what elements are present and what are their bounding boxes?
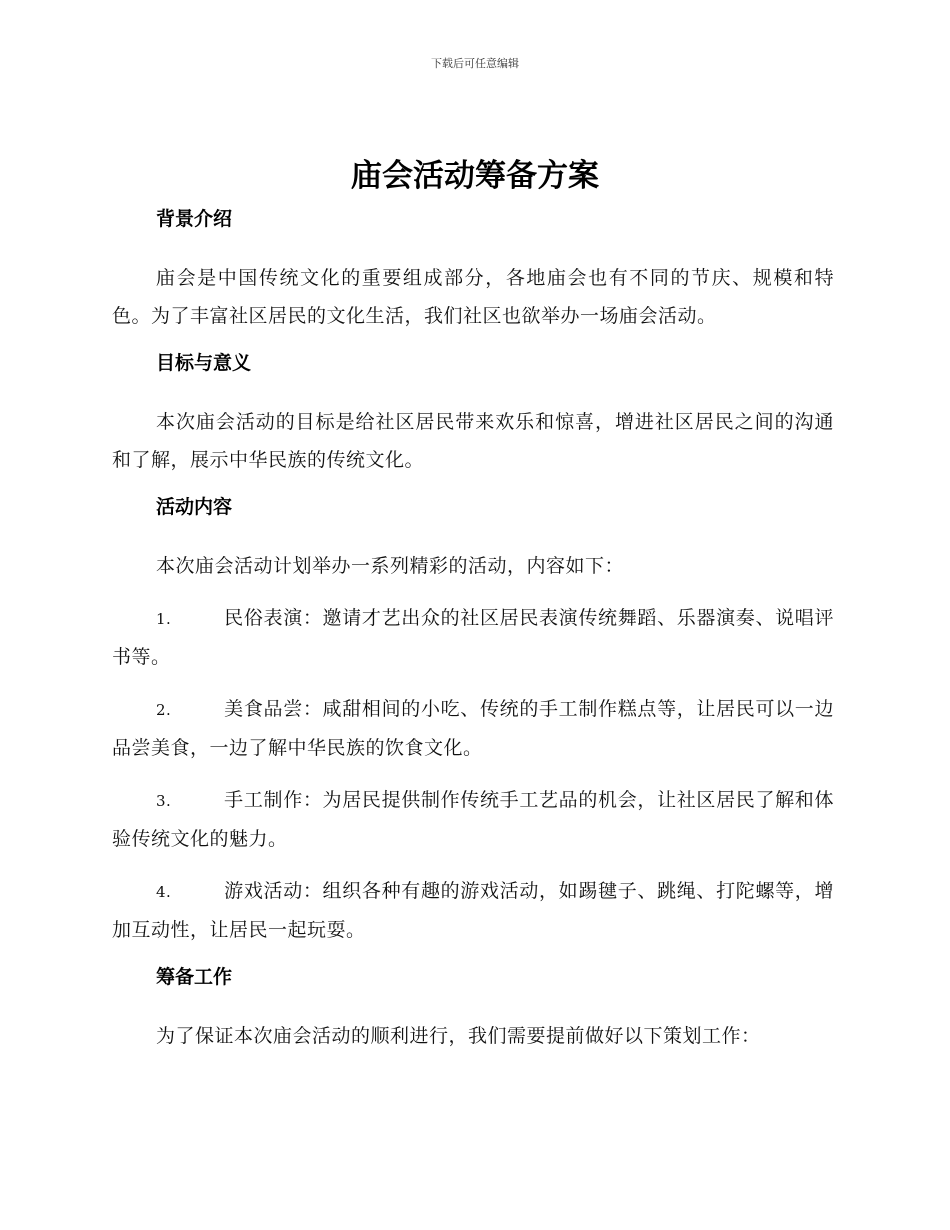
section-heading-preparation: 筹备工作 bbox=[156, 966, 233, 988]
section-heading-activities: 活动内容 bbox=[156, 496, 233, 518]
list-item-number: 4. bbox=[156, 883, 172, 901]
list-item bbox=[112, 872, 834, 949]
list-item-text: 民俗表演：邀请才艺出众的社区居民表演传统舞蹈、乐器演奏、说唱评书等。 bbox=[112, 607, 834, 668]
list-item-number: 3. bbox=[156, 792, 172, 810]
paragraph-preparation: 为了保证本次庙会活动的顺利进行，我们需要提前做好以下策划工作： bbox=[156, 1025, 761, 1047]
header-note: 下载后可任意编辑 bbox=[431, 57, 519, 70]
list-item bbox=[112, 781, 834, 858]
document-title: 庙会活动筹备方案 bbox=[351, 158, 599, 194]
document-body bbox=[112, 205, 834, 1069]
section-heading-background: 背景介绍 bbox=[156, 208, 233, 230]
list-item-number: 1. bbox=[156, 610, 172, 628]
list-item-number: 2. bbox=[156, 701, 172, 719]
list-item-text: 游戏活动：组织各种有趣的游戏活动，如踢毽子、跳绳、打陀螺等，增加互动性，让居民一起玩耍。 bbox=[112, 880, 834, 941]
list-item-text: 美食品尝：咸甜相间的小吃、传统的手工制作糕点等，让居民可以一边品尝美食，一边了解中华民族的饮食文化。 bbox=[112, 698, 834, 759]
paragraph-activities-intro: 本次庙会活动计划举办一系列精彩的活动，内容如下： bbox=[156, 555, 625, 577]
section-heading-goals: 目标与意义 bbox=[156, 352, 252, 374]
list-item bbox=[112, 690, 834, 767]
list-item-text: 手工制作：为居民提供制作传统手工艺品的机会，让社区居民了解和体验传统文化的魅力。 bbox=[112, 789, 834, 850]
paragraph-background: 庙会是中国传统文化的重要组成部分，各地庙会也有不同的节庆、规模和特色。为了丰富社区居民的文化生活，我们社区也欲举办一场庙会活动。 bbox=[112, 267, 834, 327]
list-item bbox=[112, 599, 834, 676]
paragraph-goals: 本次庙会活动的目标是给社区居民带来欢乐和惊喜，增进社区居民之间的沟通和了解，展示中华民族的传统文化。 bbox=[112, 411, 834, 471]
